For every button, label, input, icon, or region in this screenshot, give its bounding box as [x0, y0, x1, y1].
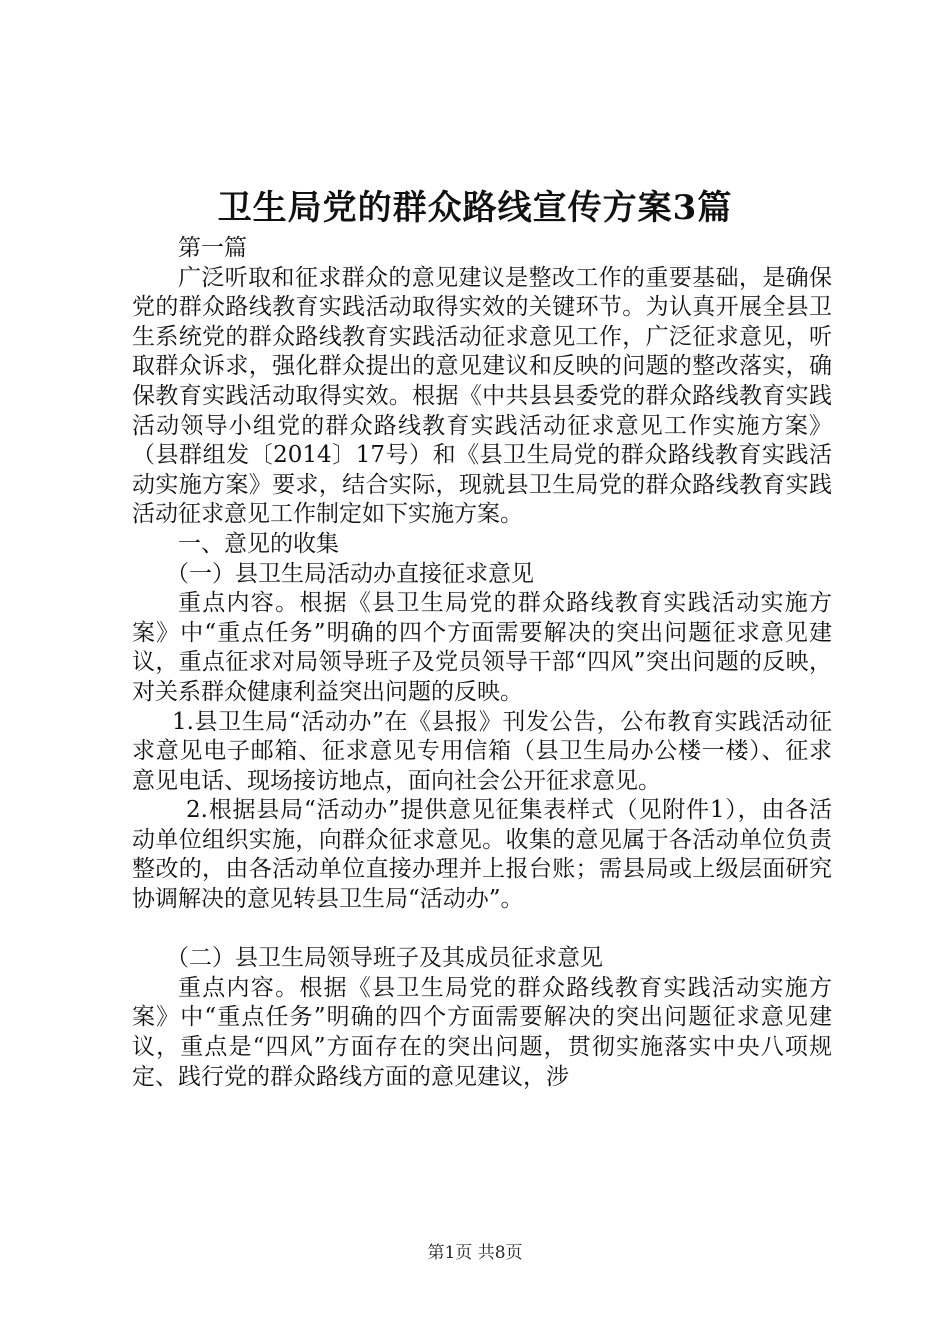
- intro-paragraph: 广泛听取和征求群众的意见建议是整改工作的重要基础，是确保党的群众路线教育实践活动取得实效的关键环节。为认真开展全县卫生系统党的群众路线教育实践活动征求意见工作，广泛征求意见，听取群众诉求，强化群众提出的意见建议和反映的问题的整改落实，确保教育实践活动取得实效。根据《中共县县委党的群众路线教育实践活动领导小组党的群众路线教育实践活动征求意见工作实施方案》（县群组发〔2014〕17号）和《县卫生局党的群众路线教育实践活动实施方案》要求，结合实际，现就县卫生局党的群众路线教育实践活动征求意见工作制定如下实施方案。: [132, 264, 832, 528]
- subsection-heading-1: （一）县卫生局活动办直接征求意见: [166, 560, 534, 587]
- document-body: [132, 234, 832, 1092]
- section-heading-collection: 一、意见的收集: [178, 530, 339, 557]
- document-title: 卫生局党的群众路线宣传方案3篇: [217, 188, 733, 228]
- page-number-footer: 第1页 共8页: [427, 1243, 523, 1263]
- blank-line: [132, 915, 832, 945]
- list-item-2: 2.根据县局“活动办”提供意见征集表样式（见附件1），由各活动单位组织实施，向群众征求意见。收集的意见属于各活动单位负责整改的，由各活动单位直接办理并上报台账；需县局或上级层面研究协调解决的意见转县卫生局“活动办”。: [132, 797, 832, 913]
- section-label-first: 第一篇: [178, 235, 247, 261]
- subsection-heading-2: （二）县卫生局领导班子及其成员征求意见: [166, 945, 603, 972]
- list-item-1: 1.县卫生局“活动办”在《县报》刊发公告，公布教育实践活动征求意见电子邮箱、征求意见专用信箱（县卫生局办公楼一楼）、征求意见电话、现场接访地点，面向社会公开征求意见。: [132, 708, 832, 794]
- key-content-paragraph-1: 重点内容。根据《县卫生局党的群众路线教育实践活动实施方案》中“重点任务”明确的四个方面需要解决的突出问题征求意见建议，重点征求对局领导班子及党员领导干部“四风”突出问题的反映，对关系群众健康利益突出问题的反映。: [132, 590, 832, 705]
- key-content-paragraph-2: 重点内容。根据《县卫生局党的群众路线教育实践活动实施方案》中“重点任务”明确的四个方面需要解决的突出问题征求意见建议，重点是“四风”方面存在的突出问题，贯彻实施落实中央八项规定、践行党的群众路线方面的意见建议，涉: [132, 974, 832, 1090]
